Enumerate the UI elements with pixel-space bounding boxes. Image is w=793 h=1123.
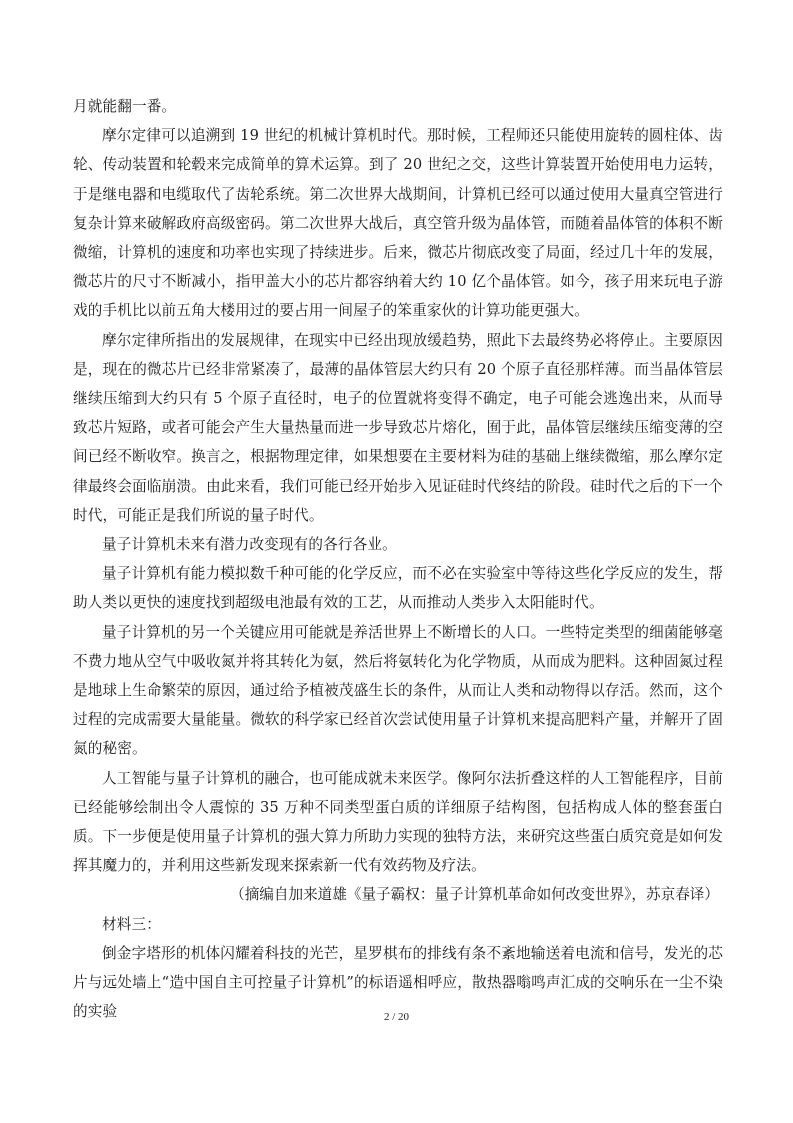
- paragraph-ai-medicine: 人工智能与量子计算机的融合，也可能成就未来医学。像阿尔法折叠这样的人工智能程序，目前已经能够绘制出令人震惊的 35 万种不同类型蛋白质的详细原子结构图，包括构成人体的整套蛋白质。下一步便是使用量子计算机的强大算力所助力实现的独特方法，来研究这些蛋白质究竟是如何发挥其魔力的，并利用这些新发现来探索新一代有效药物及疗法。: [73, 769, 723, 875]
- paragraph-nitrogen-fixation: 量子计算机的另一个关键应用可能就是养活世界上不断增长的人口。一些特定类型的细菌能够毫不费力地从空气中吸收氮并将其转化为氨，然后将氨转化为化学物质，从而成为肥料。这种固氮过程是地球上生命繁荣的原因，通过给予植被茂盛生长的条件，从而让人类和动物得以存活。然而，这个过程的完成需要大量能量。微软的科学家已经首次尝试使用量子计算机来提高肥料产量，并解开了固氮的秘密。: [73, 623, 723, 758]
- source-citation: （摘编自加来道雄《量子霸权：量子计算机革命如何改变世界》，苏京春译）: [230, 886, 719, 904]
- paragraph-moores-law-history: 摩尔定律可以追溯到 19 世纪的机械计算机时代。那时候，工程师还只能使用旋转的圆柱体、齿轮、传动装置和轮毂来完成简单的算术运算。到了 20 世纪之交，这些计算装置开始使用电力运转，于是继电器和电缆取代了齿轮系统。第二次世界大战期间，计算机已经可以通过使用大量真空管进行复杂计算来破解政府高级密码。第二次世界大战后，真空管升级为晶体管，而随着晶体管的体积不断微缩，计算机的速度和功率也实现了持续进步。后来，微芯片彻底改变了局面，经过几十年的发展，微芯片的尺寸不断减小，指甲盖大小的芯片都容纳着大约 10 亿个晶体管。如今，孩子用来玩电子游戏的手机比以前五角大楼用过的要占用一间屋子的笨重家伙的计算功能更强大。: [73, 127, 723, 320]
- document-body: [73, 92, 723, 1027]
- paragraph-chemical-simulation: 量子计算机有能力模拟数千种可能的化学反应，而不必在实验室中等待这些化学反应的发生，帮助人类以更快的速度找到超级电池最有效的工艺，从而推动人类步入太阳能时代。: [73, 565, 723, 612]
- paragraph-material-three: 倒金字塔形的机体闪耀着科技的光芒，星罗棋布的排线有条不紊地输送着电流和信号，发光的芯片与远处墙上“造中国自主可控量子计算机”的标语遥相呼应，散热器嗡鸣声汇成的交响乐在一尘不染的实验: [73, 944, 723, 1021]
- section-heading: 材料三：: [102, 915, 161, 933]
- page-number: 2 / 20: [383, 1011, 410, 1023]
- paragraph-continuation: 月就能翻一番。: [73, 98, 177, 115]
- paragraph-quantum-potential: 量子计算机未来有潜力改变现有的各行各业。: [102, 536, 397, 554]
- paragraph-moores-law-limits: 摩尔定律所指出的发展规律，在现实中已经出现放缓趋势，照此下去最终势必将停止。主要原因是，现在的微芯片已经非常紧凑了，最薄的晶体管层大约只有 20 个原子直径那样薄。而当晶体管层继续压缩到大约只有 5 个原子直径时，电子的位置就将变得不确定，电子可能会逃逸出来，从而导致芯片短路，或者可能会产生大量热量而进一步导致芯片熔化，囿于此，晶体管层继续压缩变薄的空间已经不断收窄。换言之，根据物理定律，如果想要在主要材料为硅的基础上继续微缩，那么摩尔定律最终会面临崩溃。由此来看，我们可能已经开始步入见证硅时代终结的阶段。硅时代之后的下一个时代，可能正是我们所说的量子时代。: [73, 331, 723, 524]
